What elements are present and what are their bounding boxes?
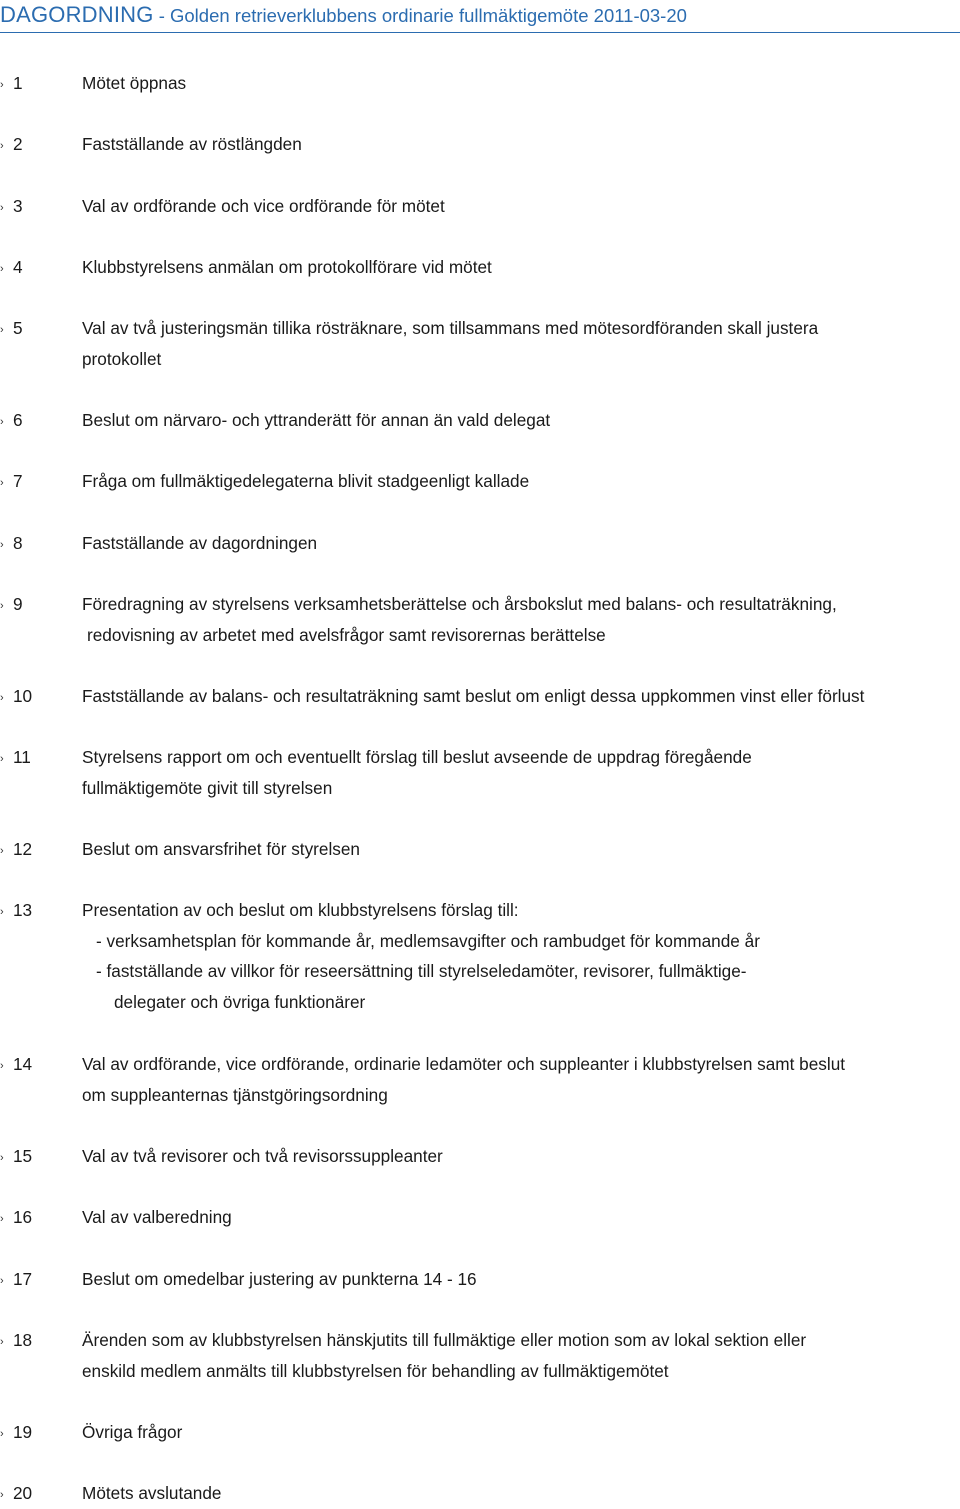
agenda-item-number: 2 xyxy=(13,134,23,154)
agenda-item-line: Fastställande av balans- och resultaträkning samt beslut om enligt dessa uppkommen vinst eller förlust xyxy=(82,686,865,706)
agenda-item-line: Val av ordförande och vice ordförande för mötet xyxy=(82,196,445,216)
arrow-marker-icon: › xyxy=(0,539,4,551)
agenda-item-line: Presentation av och beslut om klubbstyrelsens förslag till: xyxy=(82,900,519,920)
agenda-item-line: Beslut om närvaro- och yttranderätt för annan än vald delegat xyxy=(82,410,551,430)
agenda-item-number: 15 xyxy=(13,1146,33,1166)
arrow-marker-icon: › xyxy=(0,140,4,152)
arrow-marker-icon: › xyxy=(0,753,4,765)
agenda-item-number: 14 xyxy=(13,1054,33,1074)
arrow-marker-icon: › xyxy=(0,1275,4,1287)
agenda-item-text xyxy=(82,405,960,436)
agenda-item-line: - verksamhetsplan för kommande år, medlemsavgifter och rambudget för kommande år xyxy=(96,930,760,951)
arrow-marker-icon: › xyxy=(0,79,4,91)
arrow-marker-icon: › xyxy=(0,416,4,428)
arrow-marker-icon: › xyxy=(0,1336,4,1348)
header-divider xyxy=(0,32,960,33)
agenda-item-number: 12 xyxy=(13,839,33,859)
arrow-marker-icon: › xyxy=(0,1060,4,1072)
agenda-item-number: 13 xyxy=(13,900,33,920)
agenda-item-number: 1 xyxy=(13,73,23,93)
agenda-item-line: Val av två revisorer och två revisorssuppleanter xyxy=(82,1146,443,1166)
agenda-item-line: Övriga frågor xyxy=(82,1422,183,1442)
arrow-marker-icon: › xyxy=(0,1152,4,1164)
agenda-item-text xyxy=(82,834,960,865)
agenda-item-text xyxy=(82,742,960,803)
agenda-item-line: Mötets avslutande xyxy=(82,1483,222,1503)
agenda-item-number: 18 xyxy=(13,1330,33,1350)
agenda-item-text xyxy=(82,191,960,222)
agenda-item-number: 3 xyxy=(13,196,23,216)
agenda-item-number: 19 xyxy=(13,1422,33,1442)
agenda-item-number: 16 xyxy=(13,1207,33,1227)
agenda-item-number: 4 xyxy=(13,257,23,277)
agenda-item-line: redovisning av arbetet med avelsfrågor samt revisorernas berättelse xyxy=(87,624,606,645)
agenda-item-number: 7 xyxy=(13,471,23,491)
arrow-marker-icon: › xyxy=(0,324,4,336)
agenda-item-text xyxy=(82,466,960,497)
agenda-item-line: Klubbstyrelsens anmälan om protokollförare vid mötet xyxy=(82,257,492,277)
arrow-marker-icon: › xyxy=(0,600,4,612)
agenda-item-line: Styrelsens rapport om och eventuellt förslag till beslut avseende de uppdrag föregående xyxy=(82,747,752,767)
document-header xyxy=(0,0,960,30)
agenda-item-line: Beslut om ansvarsfrihet för styrelsen xyxy=(82,839,360,859)
agenda-item-text xyxy=(82,1417,960,1448)
agenda-item-line: enskild medlem anmälts till klubbstyrelsen för behandling av fullmäktigemötet xyxy=(82,1360,669,1381)
agenda-item-line: delegater och övriga funktionärer xyxy=(114,991,366,1012)
agenda-item-text xyxy=(82,68,960,99)
document-subtitle: - Golden retrieverklubbens ordinarie fullmäktigemöte 2011-03-20 xyxy=(153,5,687,26)
agenda-item-line: Fastställande av röstlängden xyxy=(82,134,302,154)
document-title: DAGORDNING xyxy=(0,2,154,27)
agenda-item-line: protokollet xyxy=(82,348,162,369)
agenda-item-text xyxy=(82,1202,960,1233)
arrow-marker-icon: › xyxy=(0,1489,4,1501)
agenda-item-text xyxy=(82,1141,960,1172)
agenda-item-line: fullmäktigemöte givit till styrelsen xyxy=(82,777,333,798)
agenda-item-line: Fastställande av dagordningen xyxy=(82,533,318,553)
agenda-item-text xyxy=(82,129,960,160)
agenda-item-line: Val av två justeringsmän tillika rösträknare, som tillsammans med mötesordföranden skall justera xyxy=(82,318,819,338)
agenda-item-line: Ärenden som av klubbstyrelsen hänskjutits till fullmäktige eller motion som av lokal sektion eller xyxy=(82,1330,807,1350)
agenda-item-line: Val av valberedning xyxy=(82,1207,232,1227)
arrow-marker-icon: › xyxy=(0,477,4,489)
agenda-item-number: 17 xyxy=(13,1269,33,1289)
arrow-marker-icon: › xyxy=(0,1213,4,1225)
arrow-marker-icon: › xyxy=(0,202,4,214)
arrow-marker-icon: › xyxy=(0,906,4,918)
agenda-item-text xyxy=(82,1264,960,1295)
agenda-item-text xyxy=(82,895,960,1017)
agenda-item-number: 8 xyxy=(13,533,23,553)
agenda-item-line: - fastställande av villkor för reseersättning till styrelseledamöter, revisorer, fullmäktige- xyxy=(96,961,747,982)
agenda-item-number: 6 xyxy=(13,410,23,430)
agenda-item-text xyxy=(82,252,960,283)
agenda-item-text xyxy=(82,681,960,712)
arrow-marker-icon: › xyxy=(0,263,4,275)
agenda-item-text xyxy=(82,1478,960,1509)
arrow-marker-icon: › xyxy=(0,692,4,704)
arrow-marker-icon: › xyxy=(0,845,4,857)
agenda-item-number: 9 xyxy=(13,594,23,614)
agenda-item-number: 10 xyxy=(13,686,33,706)
agenda-item-line: Fråga om fullmäktigedelegaterna blivit stadgeenligt kallade xyxy=(82,471,530,491)
agenda-item-line: Beslut om omedelbar justering av punkterna 14 - 16 xyxy=(82,1269,477,1289)
agenda-item-line: Val av ordförande, vice ordförande, ordinarie ledamöter och suppleanter i klubbstyrelsen samt beslut xyxy=(82,1054,846,1074)
agenda-item-text xyxy=(82,589,960,650)
arrow-marker-icon: › xyxy=(0,1428,4,1440)
agenda-item-number: 11 xyxy=(13,747,31,767)
agenda-item-text xyxy=(82,528,960,559)
agenda-item-line: om suppleanternas tjänstgöringsordning xyxy=(82,1084,388,1105)
agenda-item-text xyxy=(82,1049,960,1110)
agenda-item-line: Föredragning av styrelsens verksamhetsberättelse och årsbokslut med balans- och resultaträkning, xyxy=(82,594,837,614)
agenda-item-text xyxy=(82,313,960,374)
agenda-item-number: 5 xyxy=(13,318,23,338)
agenda-item-number: 20 xyxy=(13,1483,33,1503)
agenda-item-text xyxy=(82,1325,960,1386)
agenda-item-line: Mötet öppnas xyxy=(82,73,187,93)
